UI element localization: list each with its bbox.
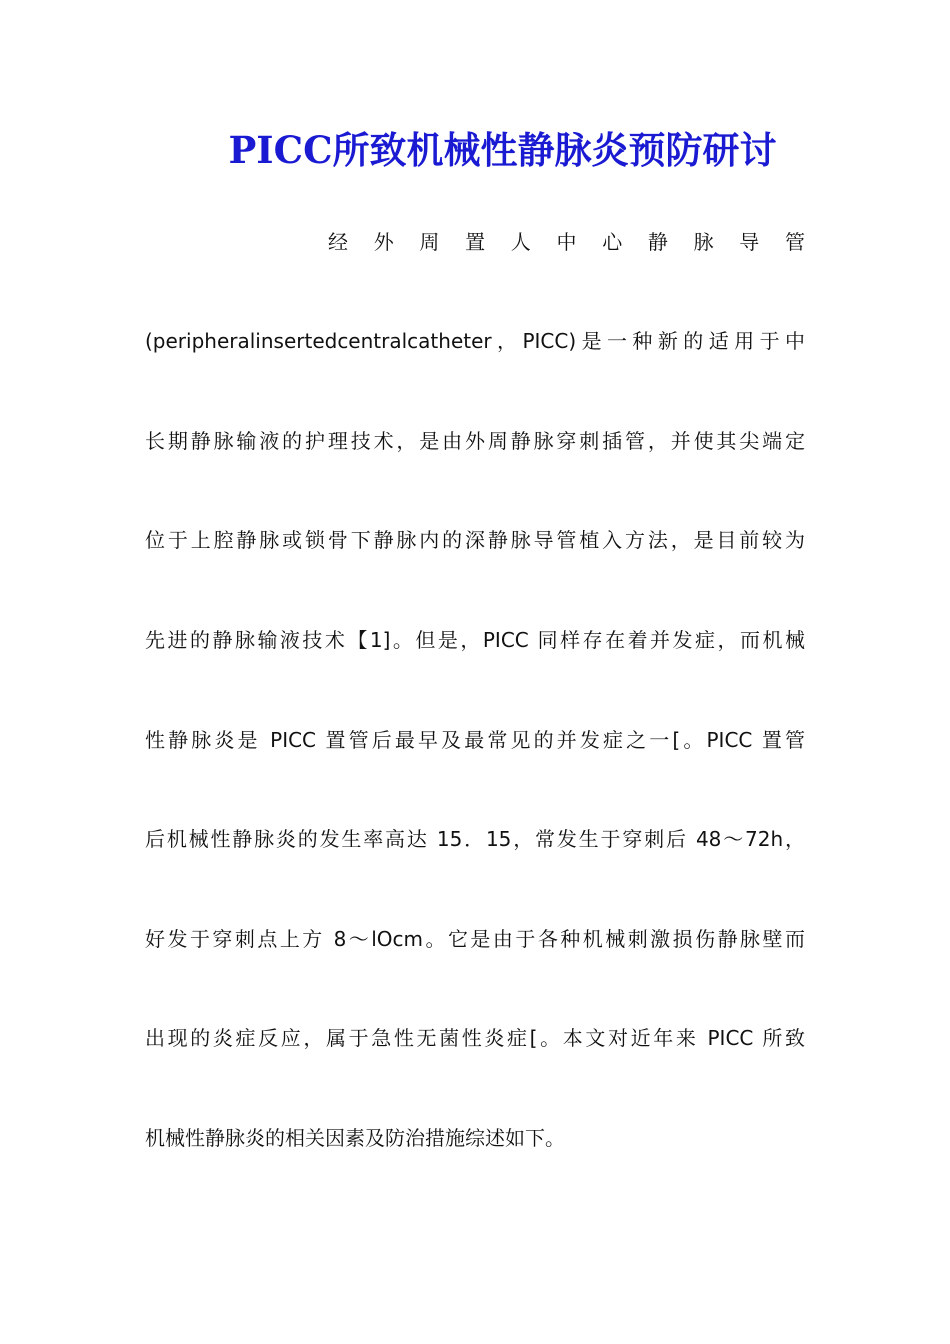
document-title: PICC所致机械性静脉炎预防研讨 (228, 128, 777, 172)
paragraph-line-2: (peripheralinsertedcentralcatheter，PICC)是一种新的适用于中 (145, 329, 805, 353)
paragraph-line-1: 经 外 周 置 人 中 心 静 脉 导 管 (328, 230, 805, 254)
paragraph-line-7: 后机械性静脉炎的发生率高达 15．15，常发生于穿刺后 48～72h， (145, 827, 805, 851)
paragraph-line-6: 性静脉炎是 PICC 置管后最早及最常见的并发症之一[。PICC 置管 (145, 728, 805, 752)
paragraph-line-8: 好发于穿刺点上方 8～lOcm。它是由于各种机械刺激损伤静脉壁而 (145, 927, 805, 951)
paragraph-line-3: 长期静脉输液的护理技术，是由外周静脉穿刺插管，并使其尖端定 (145, 429, 805, 453)
paragraph-line-9: 出现的炎症反应，属于急性无菌性炎症[。本文对近年来 PICC 所致 (145, 1026, 805, 1050)
paragraph-line-10: 机械性静脉炎的相关因素及防治措施综述如下。 (145, 1126, 565, 1150)
paragraph-line-5: 先进的静脉输液技术【1]。但是，PICC 同样存在着并发症，而机械 (145, 628, 805, 652)
paragraph-line-4: 位于上腔静脉或锁骨下静脉内的深静脉导管植入方法，是目前较为 (145, 528, 805, 552)
